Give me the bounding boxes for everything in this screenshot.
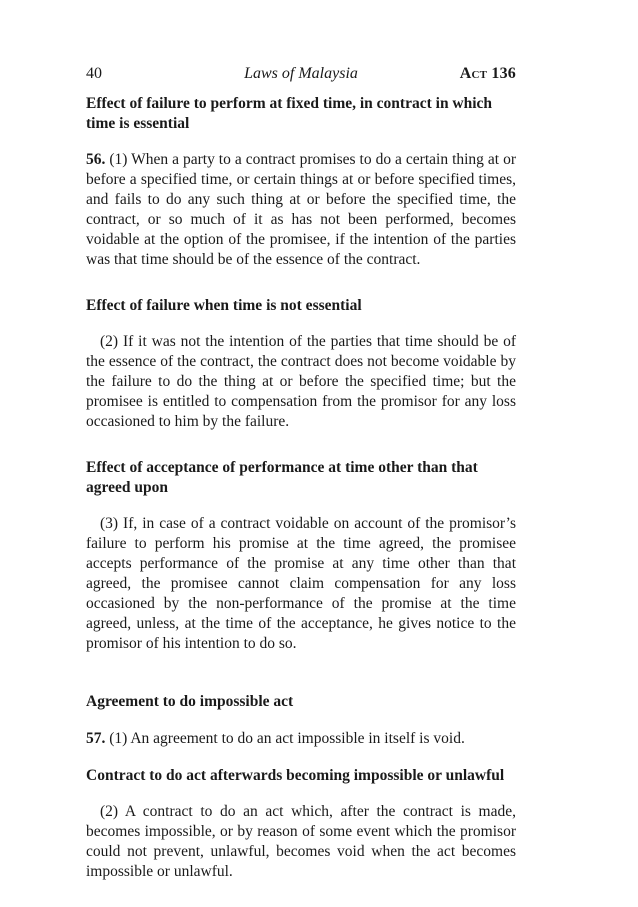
section-56-subsection-1 [86,150,516,270]
page-number: 40 [86,65,102,82]
section-number: 57. [86,730,106,747]
section-56-heading: Effect of failure to perform at fixed time, in contract in which time is essential [86,95,493,132]
section-57-subsection-1 [86,729,516,749]
document-page [86,62,516,882]
subsection-text: (1) When a party to a contract promises to do a certain thing at or before a specified time, or certain things at or before specified times, and fails to do any such thing at or before the specified time, the contract, or so much of it as has not been performed, becomes voidable at the option of the promisee, if the intention of the parties was that time should be of the essence of the contract. [86,151,516,268]
section-57-subsection-2: (2) A contract to do an act which, after the contract is made, becomes impossible, or by reason of some event which the promisor could not prevent, unlawful, becomes void when the act becomes impossible or unlawful. [86,803,516,880]
subsection-text: (1) An agreement to do an act impossible in itself is void. [105,730,465,747]
section-56-3-heading: Effect of acceptance of performance at time other than that agreed upon [86,459,478,496]
section-56-subsection-3: (3) If, in case of a contract voidable on account of the promisor’s failure to perform his promise at the time agreed, the promisee accepts performance of the promise at any time other than that agreed, the promisee cannot claim compensation for any loss occasioned by the non-performance of the promise at the time agreed, unless, at the time of the acceptance, he gives notice to the promisor of his intention to do so. [86,515,516,652]
running-header [86,62,516,86]
publication-title: Laws of Malaysia [244,65,358,82]
section-56-subsection-2: (2) If it was not the intention of the parties that time should be of the essence of the contract, the contract does not become voidable by the failure to do the thing at or before the specified time; but the promisee is entitled to compensation from the promisor for any loss occasioned to him by the failure. [86,333,516,430]
section-number: 56. [86,151,106,168]
section-57-heading: Agreement to do impossible act [86,693,294,710]
act-reference: Act 136 [459,65,516,82]
section-57-2-heading: Contract to do act afterwards becoming impossible or unlawful [86,767,505,784]
section-56-2-heading: Effect of failure when time is not essential [86,297,362,314]
